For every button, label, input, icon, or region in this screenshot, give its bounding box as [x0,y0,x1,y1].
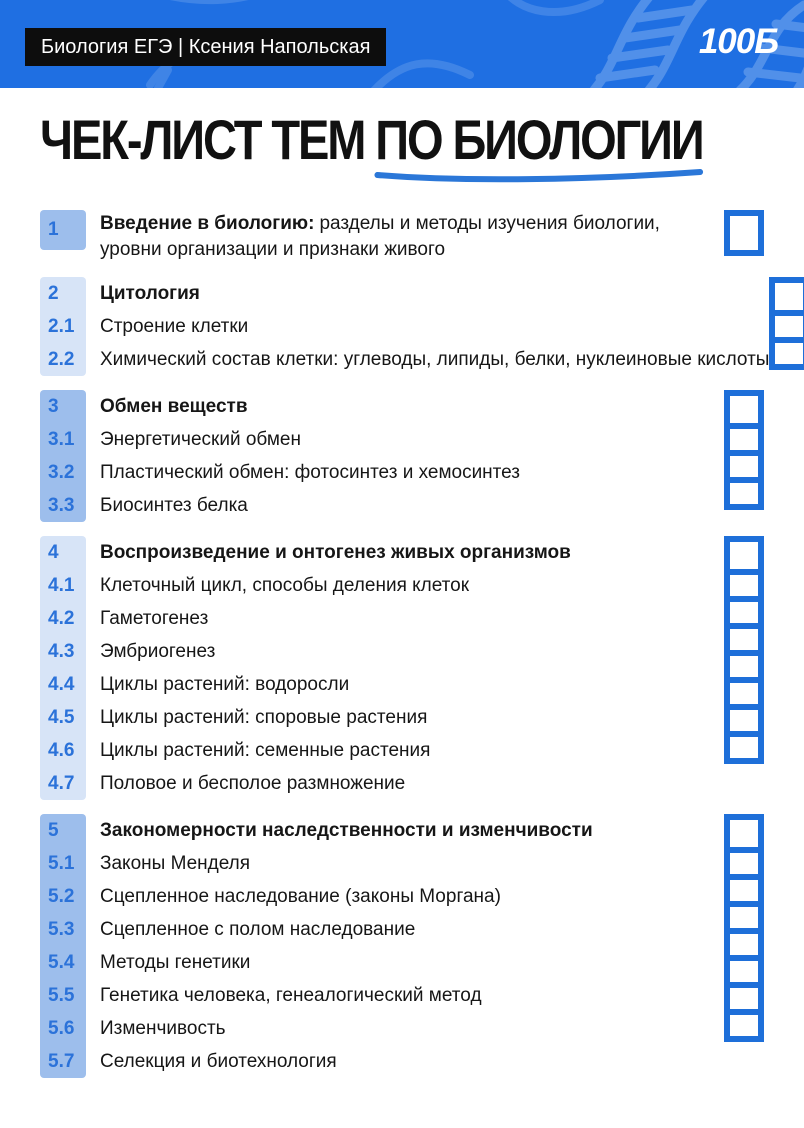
topic-number: 5 [48,819,59,841]
topic-number: 5.2 [48,885,75,907]
topic-number: 5.7 [48,1050,75,1072]
topic-label-text: Пластический обмен: фотосинтез и хемосинтез [100,461,521,483]
section-number-strip [40,210,86,250]
section-text-column [86,814,724,1078]
topic-label-text: Энергетический обмен [100,428,301,450]
topic-label [100,668,724,701]
topic-label-text: Эмбриогенез [100,640,216,662]
checkbox-topic-4.1[interactable] [730,569,758,596]
section-2 [40,277,770,376]
checkbox-topic-4.6[interactable] [730,704,758,731]
checkbox-topic-4.2[interactable] [730,596,758,623]
topic-number: 4.2 [48,607,75,629]
topic-number: 5.1 [48,852,75,874]
checkbox-topic-4.4[interactable] [730,650,758,677]
topic-label-text: Клеточный цикл, способы деления клеток [100,574,470,596]
topic-label-text: Гаметогенез [100,607,209,629]
topic-label-text: разделы и методы изучения биологии, уровни организации и признаки живого [100,213,660,260]
topic-label [100,211,700,263]
title-underline-stroke [374,170,705,183]
page-title-plain: ЧЕК-ЛИСТ ТЕМ [40,108,376,171]
topic-label [100,1045,724,1078]
checkbox-ladder [724,390,764,510]
topic-number: 3.1 [48,428,75,450]
brand-badge [25,28,386,66]
topic-label-text: Генетика человека, генеалогический метод [100,984,482,1006]
topic-number: 1 [48,219,59,240]
checkbox-ladder [724,814,764,1042]
topic-label-bold: Закономерности наследственности и изменчивости [100,819,593,841]
section-3 [40,390,764,522]
topic-label [100,734,724,767]
checkbox-topic-3.2[interactable] [730,450,758,477]
section-number-strip [40,536,86,800]
topic-label [100,489,724,522]
topic-label [100,602,724,635]
checkbox-topic-5[interactable] [730,820,758,847]
topic-label-text: Биосинтез белка [100,494,248,516]
topic-label [100,310,769,343]
section-text-column [86,390,724,522]
topic-number: 4 [48,541,59,563]
topic-label-text: Селекция и биотехнология [100,1050,337,1072]
topic-label-text: Половое и бесполое размножение [100,772,406,794]
section-text-column [86,210,724,263]
checkbox-topic-2.2[interactable] [775,337,803,364]
content-area [0,88,804,1078]
checkbox-topic-3.3[interactable] [730,477,758,504]
section-text-column [86,536,724,800]
section-number-strip [40,277,86,376]
topic-label [100,456,724,489]
topic-label-text: Законы Менделя [100,852,251,874]
topic-label [100,913,724,946]
page-title [40,108,703,171]
topic-number: 3 [48,395,59,417]
topic-number: 2 [48,282,59,304]
topic-label [100,390,724,423]
topic-label-bold: Воспроизведение и онтогенез живых организмов [100,541,571,563]
topic-label [100,767,724,800]
checkbox-ladder [724,210,764,256]
topic-label-bold: Цитология [100,282,200,304]
checkbox-ladder [724,536,764,764]
page-header [0,0,804,88]
section-5 [40,814,764,1078]
topic-label-text: Сцепленное с полом наследование [100,918,416,940]
topic-number: 5.3 [48,918,75,940]
topic-number: 5.5 [48,984,75,1006]
topic-label [100,536,724,569]
checkbox-topic-5.1[interactable] [730,847,758,874]
section-1 [40,210,764,263]
checkbox-topic-2[interactable] [775,283,803,310]
topic-label-text: Циклы растений: семенные растения [100,739,431,761]
topic-number: 5.6 [48,1017,75,1039]
checkbox-topic-5.3[interactable] [730,901,758,928]
topic-number: 3.2 [48,461,75,483]
topic-number: 2.1 [48,315,75,337]
page-title-underlined [375,108,703,171]
page-title-underlined-text: ПО БИОЛОГИИ [375,108,703,171]
topic-label-text: Циклы растений: водоросли [100,673,350,695]
section-text-column [86,277,769,376]
topic-label [100,635,724,668]
topic-label [100,880,724,913]
topic-label [100,343,769,376]
checkbox-topic-3[interactable] [730,396,758,423]
topic-label [100,569,724,602]
checkbox-topic-5.5[interactable] [730,955,758,982]
topic-number: 4.3 [48,640,75,662]
checkbox-topic-4[interactable] [730,542,758,569]
topic-label [100,847,724,880]
topic-label-text: Сцепленное наследование (законы Моргана) [100,885,501,907]
topic-label-bold: Обмен веществ [100,395,248,417]
topic-label-bold: Введение в биологию: [100,213,315,234]
topic-label [100,277,769,310]
topic-label [100,946,724,979]
checkbox-topic-2.1[interactable] [775,310,803,337]
checkbox-topic-5.6[interactable] [730,982,758,1009]
topic-label-text: Строение клетки [100,315,249,337]
topic-label-text: Методы генетики [100,951,251,973]
checkbox-topic-4.3[interactable] [730,623,758,650]
topic-label [100,423,724,456]
topic-number: 4.1 [48,574,75,596]
topic-label [100,979,724,1012]
checklist-sections [40,210,770,1078]
checkbox-topic-5.7[interactable] [730,1009,758,1036]
topic-label [100,814,724,847]
checkbox-topic-5.2[interactable] [730,874,758,901]
section-4 [40,536,764,800]
topic-label [100,701,724,734]
topic-number: 4.7 [48,772,75,794]
logo-100b: 100Б [698,22,778,61]
checkbox-ladder [769,277,804,370]
checkbox-topic-3.1[interactable] [730,423,758,450]
section-number-strip [40,814,86,1078]
topic-number: 2.2 [48,348,75,370]
brand-label: Биология ЕГЭ | Ксения Напольская [41,35,371,58]
topic-number: 3.3 [48,494,75,516]
section-number-strip [40,390,86,522]
topic-label-text: Химический состав клетки: углеводы, липиды, белки, нуклеиновые кислоты [100,348,770,370]
checkbox-topic-4.5[interactable] [730,677,758,704]
topic-label-text: Изменчивость [100,1017,226,1039]
checkbox-topic-4.7[interactable] [730,731,758,758]
topic-number: 5.4 [48,951,75,973]
topic-label [100,1012,724,1045]
topic-number: 4.5 [48,706,75,728]
topic-number: 4.6 [48,739,75,761]
checkbox-topic-5.4[interactable] [730,928,758,955]
topic-label-text: Циклы растений: споровые растения [100,706,428,728]
checkbox-topic-1[interactable] [730,216,758,250]
topic-number: 4.4 [48,673,75,695]
